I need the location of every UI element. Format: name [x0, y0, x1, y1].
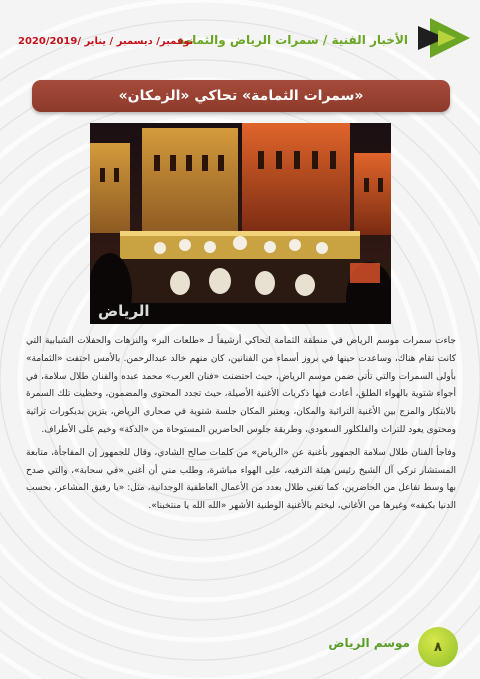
section-title: الأخبار الفنية / سمرات الرياض والثمامة — [177, 33, 408, 47]
photo-watermark: الرياض — [98, 302, 150, 320]
footer-label: موسم الرياض — [328, 636, 410, 650]
concert-scene-illustration — [90, 123, 391, 324]
article-body — [26, 333, 456, 516]
article-title-banner — [32, 80, 450, 112]
magazine-logo-icon — [416, 16, 472, 60]
page-number: ٨ — [434, 639, 442, 655]
page-number-badge — [418, 627, 458, 667]
article-paragraph: جاءت سمرات موسم الرياض في منطقة الثمامة لتحاكي أرشيفاً لـ «طلعات البر» والنزهات والحفلات الشبابية التي كانت تقام هناك، وساعدت حينها في بروز أسماء من الفنانين، كان منهم خالد عبدالرحمن. بالأمس احتفت «الثمامة» بأولى السمرات والتي تأتي ضمن موسم الرياض، حيث احتضنت «فنان العرب» محمد عبده والفنان طلال سلامة، في أجواء شتوية بالهواء الطلق، أعادت فيها ذكريات الأغنية الأصيلة، حيث تجدد المحتوى والمضمون، وحظيت تلك السمرة بالابتكار والمزج بين الأغنية التراثية والمكان، ويعتبر المكان جلسة شتوية في صحاري الرياض، يتزين بديكورات تراثية ومحتوى يعود للتراث والفلكلور السعودي، وطريقة جلوس الحاضرين المستوحاة من «الدكة» وخيم على الأطراف. — [26, 336, 456, 435]
issue-date: نوفمبر/ ديسمبر / يناير /2020/2019 — [18, 36, 194, 47]
concert-photo — [90, 123, 391, 324]
article-title: «سمرات الثمامة» تحاكي «الزمكان» — [118, 88, 364, 104]
article-paragraph: وفاجأ الفنان طلال سلامة الجمهور بأغنية عن «الرياض» من كلمات صالح الشادي، وقال للجمهور إن المفاجأة، متابعة المستشار تركي آل الشيخ رئيس هيئة الترفيه، على الهواء مباشرة، وطلب مني أن أغني «في سحابة»، والتي صدح بها وسط تفاعل من الحاضرين، كما تغنى طلال بعدد من الأعمال العاطفية الوجدانية، مثل: «يا رفيق المشاعر، بحسب الدنيا بكيفه» وغيرها من الأغاني، ليختم بالأغنية الوطنية الأشهر «الله الله يا منتخبنا». — [26, 447, 456, 512]
